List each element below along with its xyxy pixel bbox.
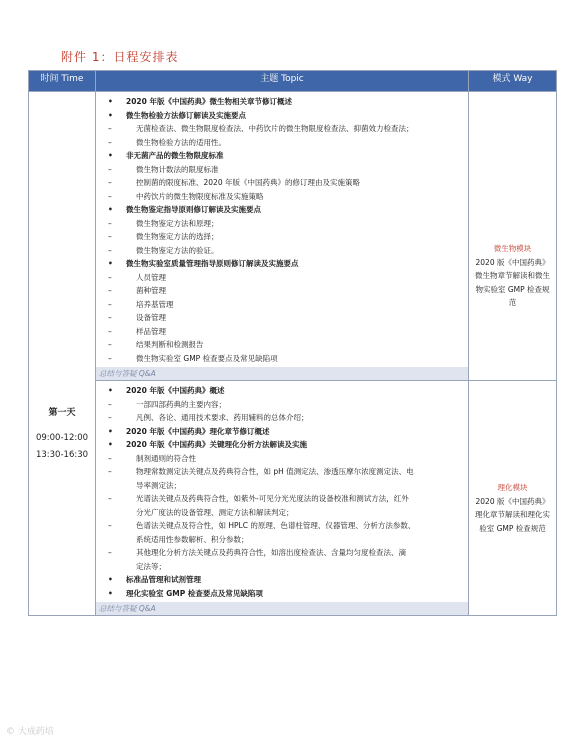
subtopic-item: – 无菌检查法、微生物限度检查法、中药饮片的微生物限度检查法、抑菌效力检查法； [96,122,468,136]
subtopic-item: – 微生物鉴定方法和原理； [96,217,468,231]
way-title: 理化模块 [497,483,528,492]
way-description: 2020 版《中国药典》微生物章节解读和微生物实验室 GMP 检查规范 [475,257,550,307]
day-label: 第一天 [48,408,76,418]
topic-item: • 微生物检验方法修订解读及实施要点 [96,109,468,123]
topic-item: • 非无菌产品的微生物限度标准 [96,149,468,163]
subtopic-item: 导率测定法； [136,480,181,490]
subtopic-item: – 样品管理 [96,325,468,339]
table-header-row [29,71,557,92]
topic-item: • 2020 年版《中国药典》微生物相关章节修订概述 [96,95,468,109]
subtopic-item: – 培养基管理 [96,298,468,312]
table-row-block1 [29,92,557,381]
subtopic-item: – 色谱法关键点及符合性，如 HPLC 的原理、色谱柱管理、仪器管理、分析方法参数、 [96,519,468,533]
header-time: 时间 Time [29,71,96,92]
subtopic-item: 分光广度法的设备管理、测定方法和解读判定； [136,507,294,517]
way-description: 2020 版《中国药典》理化章节解读和理化实验室 GMP 检查规范 [475,496,550,533]
schedule-table [28,70,557,616]
header-way: 模式 Way [469,71,557,92]
subtopic-item: – 凡例、各论、通用技术要求、药用辅料的总体介绍； [96,411,468,425]
subtopic-item: – 一部四部药典的主要内容； [96,398,468,412]
topic-item: • 标准品管理和试剂管理 [96,573,468,587]
page-title: 附件 1：日程安排表 [61,50,179,64]
topic-item: • 微生物鉴定指导原则修订解读及实施要点 [96,203,468,217]
topic-item: • 2020 年版《中国药典》理化章节修订概述 [96,425,468,439]
topic-cell-block2 [96,381,469,616]
subtopic-item: – 制剂通则的符合性 [96,452,468,466]
subtopic-item: – 控制菌的限度标准、2020 年版《中国药典》的修订理由及实施策略 [96,176,468,190]
subtopic-item: – 其他理化分析方法关键点及药典符合性，如溶出度检查法、含量均匀度检查法、滴 [96,546,468,560]
topic-list-block1 [96,92,468,365]
subtopic-item: – 微生物鉴定方法的验证。 [96,244,468,258]
subtopic-item: – 微生物实验室 GMP 检查要点及常见缺陷项 [96,352,468,366]
subtopic-item: – 结果判断和检测报告 [96,338,468,352]
watermark-logo: © 大成药培 [6,727,54,737]
subtopic-item: – 人员管理 [96,271,468,285]
topic-item: • 理化实验室 GMP 检查要点及常见缺陷项 [96,587,468,601]
topic-cell-block1 [96,92,469,381]
time-cell [29,92,96,616]
subtopic-item: 定法等； [136,561,166,571]
topic-list-block2 [96,381,468,600]
subtopic-item: – 微生物检验方法的适用性。 [96,136,468,150]
subtopic-item: – 物理常数测定法关键点及药典符合性，如 pH 值测定法、渗透压摩尔浓度测定法、电 [96,465,468,479]
topic-item: • 2020 年版《中国药典》概述 [96,384,468,398]
summary-qa: 总结与答疑 Q&A [96,602,468,615]
topic-item: • 微生物实验室质量管理指导原则修订解读及实施要点 [96,257,468,271]
time-slot-afternoon: 13:30-16:30 [35,450,89,460]
summary-qa: 总结与答疑 Q&A [96,367,468,380]
subtopic-item: – 微生物鉴定方法的选择； [96,230,468,244]
topic-item: • 2020 年版《中国药典》关键理化分析方法解读及实施 [96,438,468,452]
subtopic-item: – 微生物计数法的限度标准 [96,163,468,177]
table-row-block2 [29,381,557,616]
subtopic-item: – 中药饮片的微生物限度标准及实施策略 [96,190,468,204]
subtopic-item: – 设备管理 [96,311,468,325]
way-title: 微生物模块 [493,244,532,253]
time-slot-morning: 09:00-12:00 [35,433,89,443]
subtopic-item: – 菌种管理 [96,284,468,298]
subtopic-item: – 光谱法关键点及药典符合性，如紫外-可见分光光度法的设备校准和测试方法，红外 [96,492,468,506]
header-topic: 主题 Topic [96,71,469,92]
subtopic-item: 系统适用性参数解析、积分参数； [136,534,249,544]
way-cell-block2 [469,381,557,616]
way-cell-block1 [469,92,557,381]
